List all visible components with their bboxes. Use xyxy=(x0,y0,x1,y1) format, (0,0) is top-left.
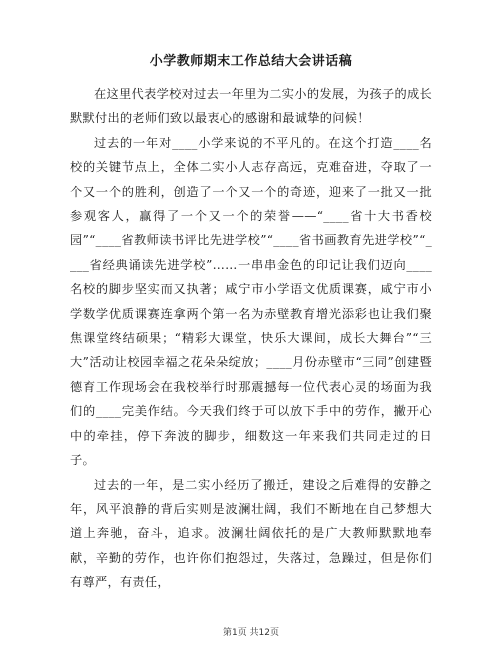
document-title: 小学教师期末工作总结大会讲话稿 xyxy=(149,54,353,69)
page-number-footer: 第1页 共12页 xyxy=(222,628,280,638)
document-body xyxy=(70,82,432,595)
paragraph-2: 过去的一年对____小学来说的不平凡的。在这个打造____名校的关键节点上，全体二实小人志存高远，克难奋进，夺取了一个又一个的胜利，创造了一个又一个的奇迹，迎来了一批又一批参观客人，赢得了一个又一个的荣誉——“____省十大书香校园”“____省教师读书评比先进学校”“____省书画教育先进学校”“____省经典诵读先进学校”……一串串金色的印记让我们迈向____名校的脚步坚实而又执著；咸宁市小学语文优质课赛，咸宁市小学数学优质课赛连拿两个第一名为赤壁教育增光添彩也让我们聚焦课堂终结硕果；“精彩大课堂，快乐大课间，成长大舞台”“三大”活动让校园幸福之花朵朵绽放；____月份赤壁市“三同”创建暨德育工作现场会在我校举行时那震撼每一位代表心灵的场面为我们的____完美作结。今天我们终于可以放下手中的劳作，撇开心中的牵挂，停下奔波的脚步，细数这一年来我们共同走过的日子。 xyxy=(70,135,432,468)
paragraph-1: 在这里代表学校对过去一年里为二实小的发展，为孩子的成长默默付出的老师们致以最衷心的感谢和最诚挚的问候！ xyxy=(70,87,432,126)
paragraph-3: 过去的一年，是二实小经历了搬迁，建设之后难得的安静之年，风平浪静的背后实则是波澜壮阔，我们不断地在自己梦想大道上奔驰，奋斗，追求。波澜壮阔依托的是广大教师默默地奉献，辛勤的劳作，也许你们抱怨过，失落过，急躁过，但是你们有尊严，有责任， xyxy=(70,477,432,590)
